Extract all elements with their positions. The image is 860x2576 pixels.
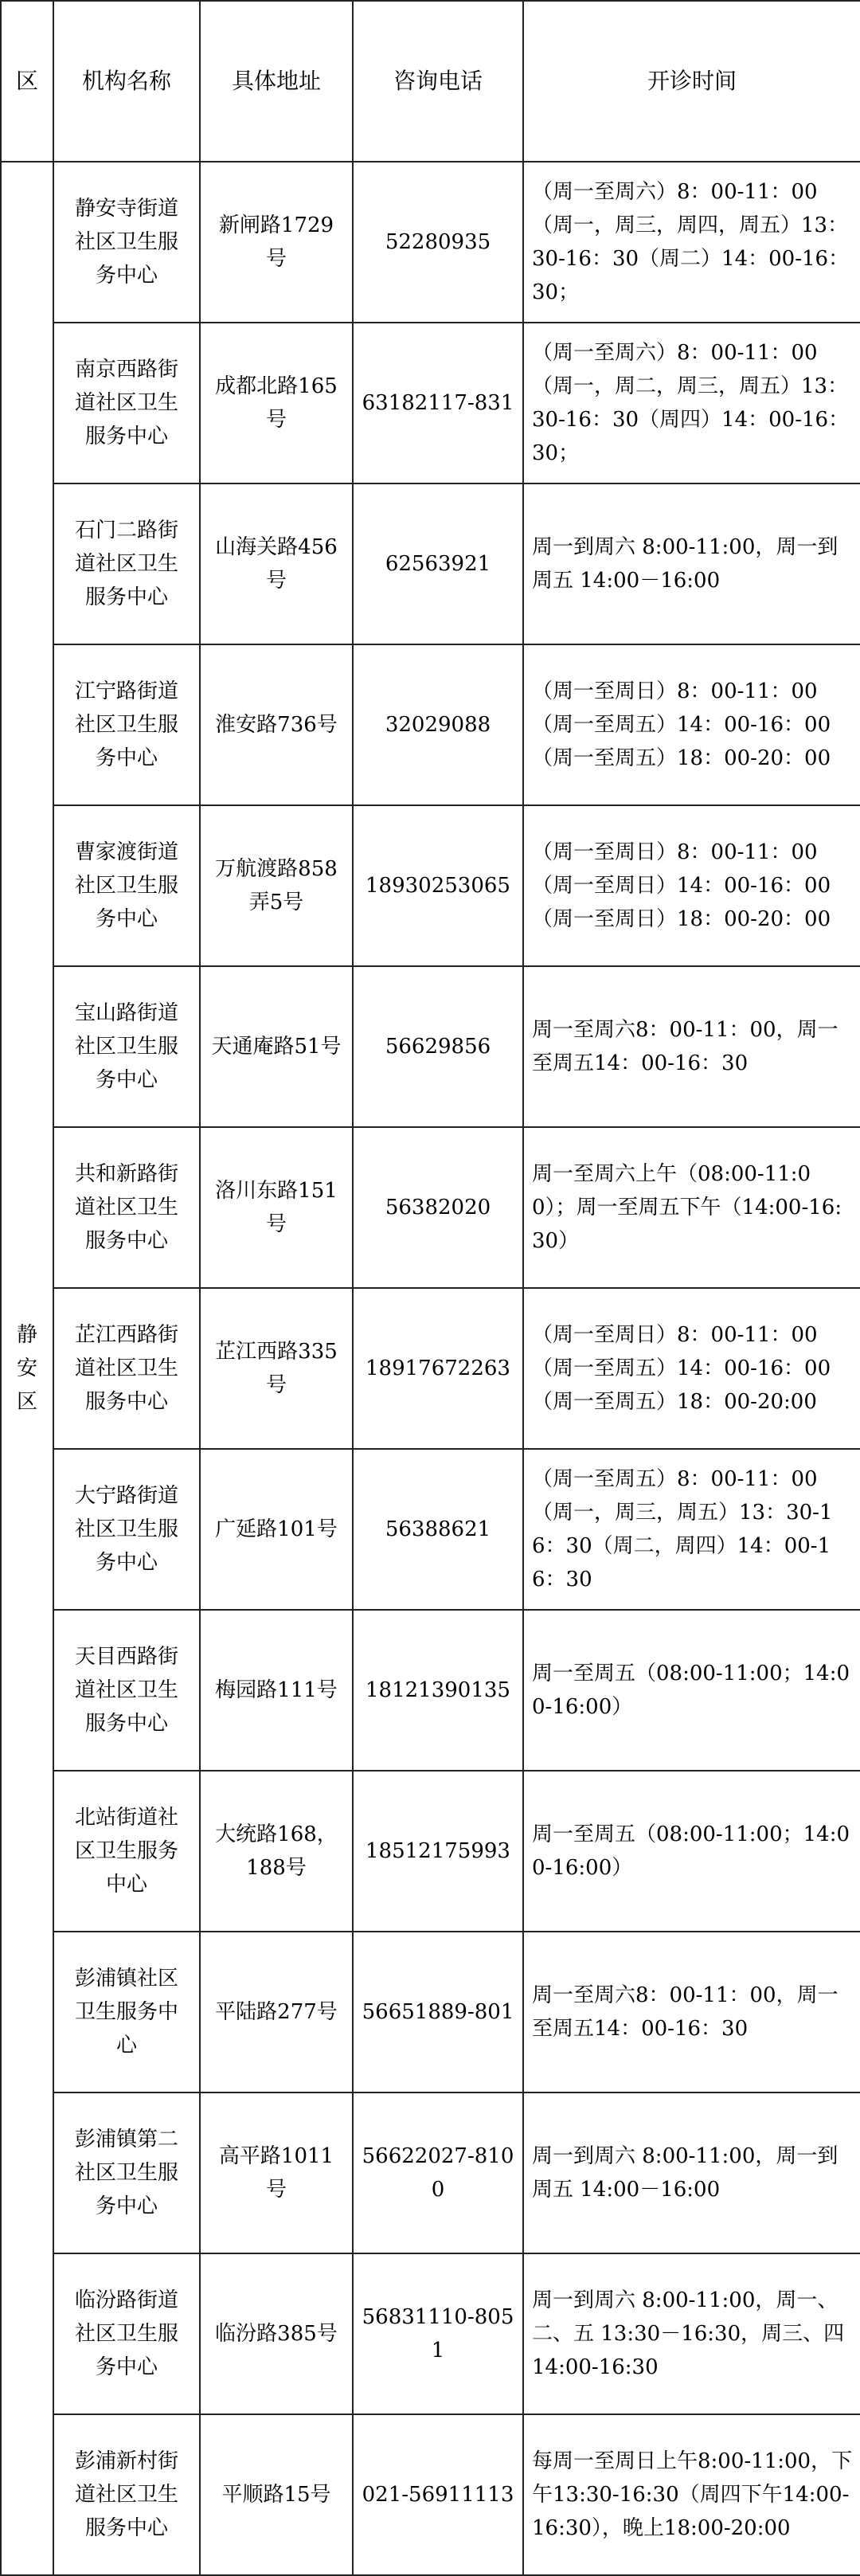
address-cell: 临汾路385号 xyxy=(200,2253,353,2414)
phone-cell: 56629856 xyxy=(353,966,523,1127)
address-cell: 平陆路277号 xyxy=(200,1932,353,2093)
institution-name: 彭浦镇社区卫生服务中心 xyxy=(53,1932,200,2093)
hours-cell: 每周一至周日上午8:00-11:00，下午13:30-16:30（周四下午14:00-16:30），晚上18:00-20:00 xyxy=(523,2414,860,2575)
phone-cell: 56382020 xyxy=(353,1127,523,1288)
phone-cell: 56388621 xyxy=(353,1449,523,1610)
address-cell: 天通庵路51号 xyxy=(200,966,353,1127)
institution-name: 曹家渡街道社区卫生服务中心 xyxy=(53,805,200,966)
hours-cell: （周一至周六）8：00-11：00（周一，周二，周三，周五）13：30-16：30（周四）14：00-16：30； xyxy=(523,323,860,483)
institution-name: 芷江西路街道社区卫生服务中心 xyxy=(53,1288,200,1449)
table-row xyxy=(1,1449,860,1610)
hours-cell: （周一至周日）8：00-11：00（周一至周五）14：00-16：00（周一至周五）18：00-20：00 xyxy=(523,644,860,805)
table-row xyxy=(1,483,860,644)
header-name: 机构名称 xyxy=(53,1,200,162)
phone-cell: 18930253065 xyxy=(353,805,523,966)
institution-name: 天目西路街道社区卫生服务中心 xyxy=(53,1610,200,1771)
phone-cell: 18512175993 xyxy=(353,1771,523,1932)
table-row xyxy=(1,2414,860,2575)
institution-name: 宝山路街道社区卫生服务中心 xyxy=(53,966,200,1127)
table-row xyxy=(1,1932,860,2093)
header-row xyxy=(1,1,860,162)
phone-cell: 63182117-831 xyxy=(353,323,523,483)
address-cell: 新闸路1729号 xyxy=(200,162,353,323)
header-address: 具体地址 xyxy=(200,1,353,162)
hours-cell: 周一至周六上午（08:00-11:00）；周一至周五下午（14:00-16:30） xyxy=(523,1127,860,1288)
address-cell: 洛川东路151号 xyxy=(200,1127,353,1288)
institution-name: 静安寺街道社区卫生服务中心 xyxy=(53,162,200,323)
table-row xyxy=(1,2093,860,2253)
hours-cell: 周一至周五（08:00-11:00；14:00-16:00） xyxy=(523,1771,860,1932)
institution-name: 江宁路街道社区卫生服务中心 xyxy=(53,644,200,805)
hours-cell: （周一至周五）8：00-11：00（周一，周三，周五）13：30-16：30（周二，周四）14：00-16：30 xyxy=(523,1449,860,1610)
institution-name: 彭浦镇第二社区卫生服务中心 xyxy=(53,2093,200,2253)
hours-cell: 周一到周六 8:00-11:00，周一到周五 14:00－16:00 xyxy=(523,2093,860,2253)
address-cell: 梅园路111号 xyxy=(200,1610,353,1771)
header-district: 区 xyxy=(1,1,53,162)
table-row xyxy=(1,1610,860,1771)
district-cell: 静安区 xyxy=(1,162,53,2575)
table-row xyxy=(1,1771,860,1932)
table-body xyxy=(1,162,860,2575)
address-cell: 淮安路736号 xyxy=(200,644,353,805)
phone-cell: 18121390135 xyxy=(353,1610,523,1771)
table-row xyxy=(1,323,860,483)
address-cell: 广延路101号 xyxy=(200,1449,353,1610)
address-cell: 大统路168，188号 xyxy=(200,1771,353,1932)
hours-cell: 周一至周六8：00-11：00，周一至周五14：00-16：30 xyxy=(523,966,860,1127)
phone-cell: 56831110-8051 xyxy=(353,2253,523,2414)
phone-cell: 56622027-8100 xyxy=(353,2093,523,2253)
phone-cell: 32029088 xyxy=(353,644,523,805)
phone-cell: 56651889-801 xyxy=(353,1932,523,2093)
header-hours: 开诊时间 xyxy=(523,1,860,162)
header-phone: 咨询电话 xyxy=(353,1,523,162)
hours-cell: 周一至周六8：00-11：00，周一至周五14：00-16：30 xyxy=(523,1932,860,2093)
phone-cell: 62563921 xyxy=(353,483,523,644)
institution-name: 临汾路街道社区卫生服务中心 xyxy=(53,2253,200,2414)
institution-name: 彭浦新村街道社区卫生服务中心 xyxy=(53,2414,200,2575)
hours-cell: 周一到周六 8:00-11:00，周一到周五 14:00－16:00 xyxy=(523,483,860,644)
table-row xyxy=(1,966,860,1127)
address-cell: 高平路1011号 xyxy=(200,2093,353,2253)
address-cell: 山海关路456号 xyxy=(200,483,353,644)
institution-name: 南京西路街道社区卫生服务中心 xyxy=(53,323,200,483)
address-cell: 成都北路165号 xyxy=(200,323,353,483)
hours-cell: 周一至周五（08:00-11:00；14:00-16:00） xyxy=(523,1610,860,1771)
phone-cell: 52280935 xyxy=(353,162,523,323)
phone-cell: 18917672263 xyxy=(353,1288,523,1449)
hours-cell: （周一至周六）8：00-11：00（周一，周三，周四，周五）13：30-16：30（周二）14：00-16：30； xyxy=(523,162,860,323)
institution-name: 石门二路街道社区卫生服务中心 xyxy=(53,483,200,644)
address-cell: 芷江西路335号 xyxy=(200,1288,353,1449)
address-cell: 万航渡路858弄5号 xyxy=(200,805,353,966)
table-row xyxy=(1,1288,860,1449)
institution-name: 共和新路街道社区卫生服务中心 xyxy=(53,1127,200,1288)
table-row xyxy=(1,644,860,805)
institution-name: 北站街道社区卫生服务中心 xyxy=(53,1771,200,1932)
address-cell: 平顺路15号 xyxy=(200,2414,353,2575)
hours-cell: （周一至周日）8：00-11：00（周一至周五）14：00-16：00（周一至周五）18：00-20:00 xyxy=(523,1288,860,1449)
phone-cell: 021-56911113 xyxy=(353,2414,523,2575)
hours-cell: （周一至周日）8：00-11：00（周一至周日）14：00-16：00（周一至周日）18：00-20：00 xyxy=(523,805,860,966)
table-row xyxy=(1,805,860,966)
table-row xyxy=(1,162,860,323)
institution-name: 大宁路街道社区卫生服务中心 xyxy=(53,1449,200,1610)
table-row xyxy=(1,2253,860,2414)
table-row xyxy=(1,1127,860,1288)
hours-cell: 周一到周六 8:00-11:00，周一、二、五 13:30－16:30，周三、四14:00-16:30 xyxy=(523,2253,860,2414)
